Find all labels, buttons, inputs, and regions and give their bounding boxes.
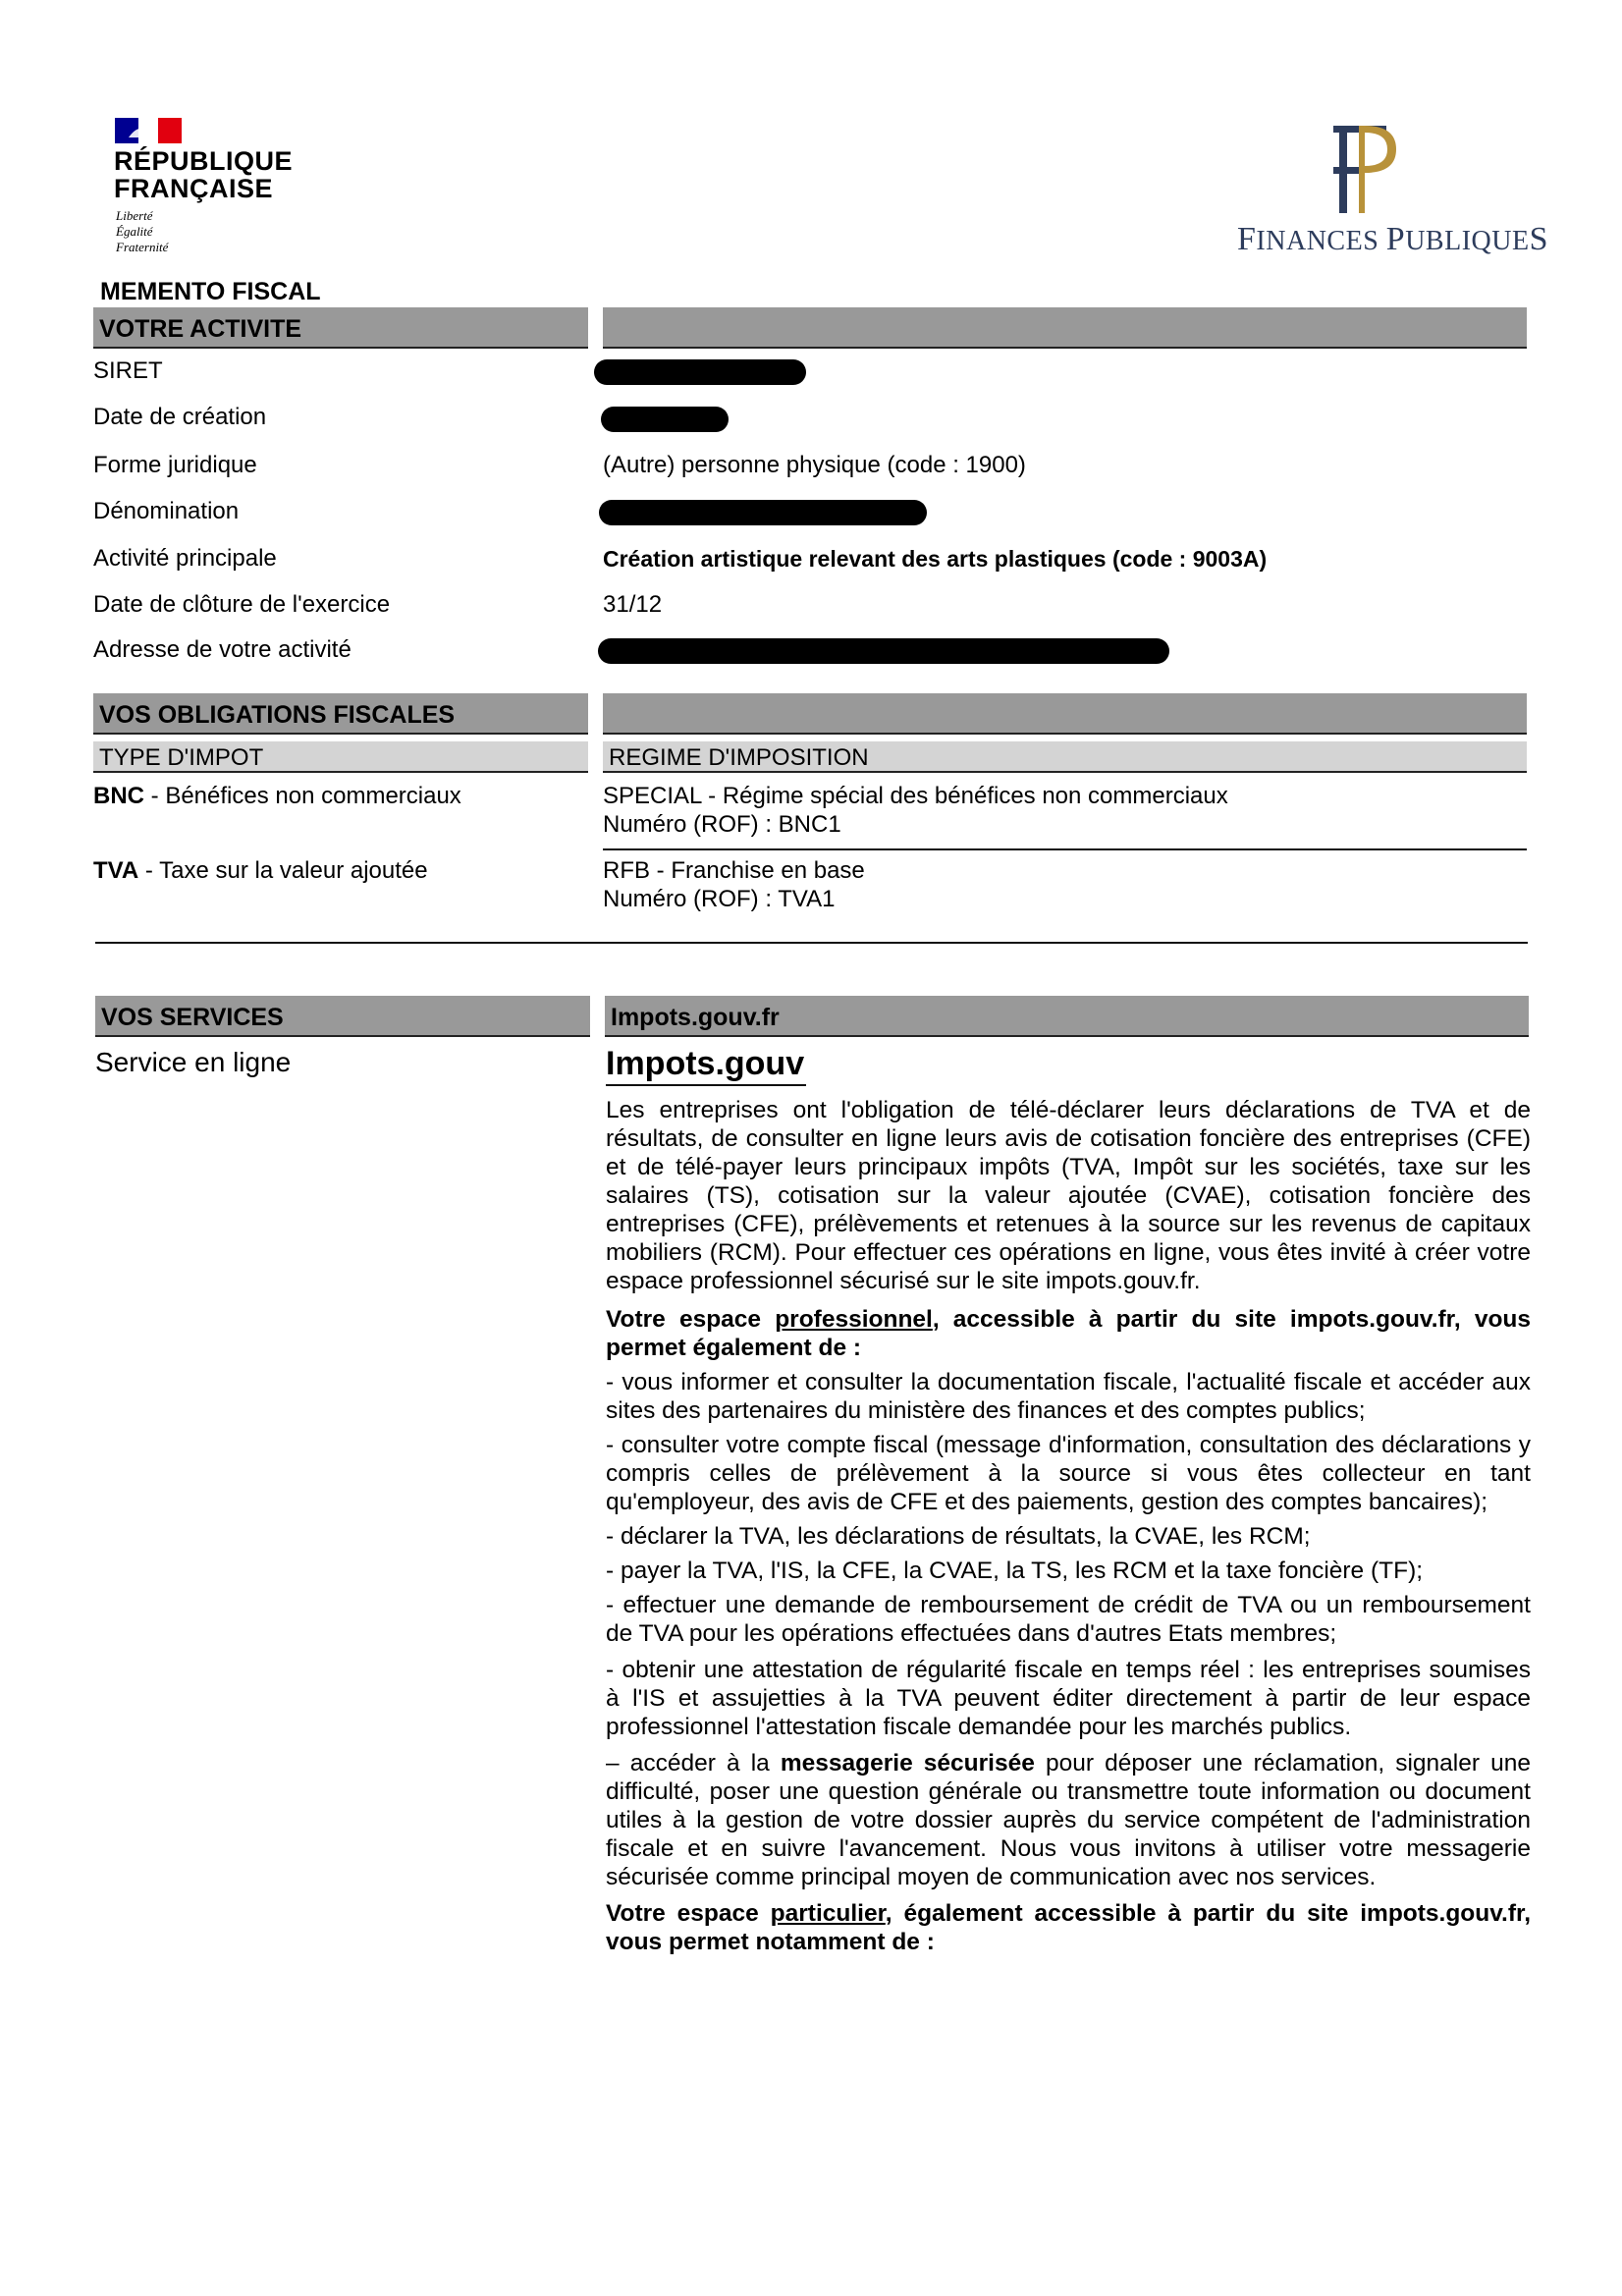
siret-redacted (594, 359, 806, 385)
obligations-header-bar (93, 693, 588, 735)
impots-gouv-title-underline (606, 1084, 806, 1086)
service-item: - consulter votre compte fiscal (message d'information, consultation des déclarations y compris celles de prélèvement à la source si vous êtes collecteur en tant qu'employeur, des avis de CFE et des paiements, gestion des comptes bancaires); (606, 1432, 1531, 1515)
obligation-row-bnc-regime: SPECIAL - Régime spécial des bénéfices non commerciaux Numéro (ROF) : BNC1 (603, 783, 1228, 838)
obligations-bottom-divider (95, 942, 1528, 944)
service-item: - vous informer et consulter la documentation fiscale, l'actualité fiscale et accéder aux sites des partenaires du ministère des finances et des comptes publics; (606, 1369, 1531, 1424)
services-text (606, 1096, 1531, 1966)
activite-principale-label: Activité principale (93, 545, 277, 572)
espace-professionnel-heading: Votre espace professionnel, accessible à partir du site impots.gouv.fr, vous permet également de : (606, 1306, 1531, 1361)
activite-header-bar (93, 307, 588, 349)
obligation-row-tva-regime: RFB - Franchise en base Numéro (ROF) : TVA1 (603, 857, 865, 912)
republique-francaise-flag-logo (115, 118, 182, 143)
devise: Liberté Égalité Fraternité (116, 208, 169, 254)
obligation-row-bnc-type: BNC - Bénéfices non commerciaux (93, 783, 461, 809)
service-item: - payer la TVA, l'IS, la CFE, la CVAE, la TS, les RCM et la taxe foncière (TF); (606, 1558, 1424, 1584)
impots-gouv-title: Impots.gouv (606, 1045, 805, 1082)
denomination-redacted (599, 500, 927, 525)
regime-column-header (603, 741, 1527, 773)
date-creation-label: Date de création (93, 404, 267, 430)
services-header-bar (95, 996, 590, 1037)
republique-francaise-logo-text: RÉPUBLIQUE FRANÇAISE (114, 146, 294, 203)
services-header: VOS SERVICES (101, 1004, 284, 1031)
finances-publiques-logo-icon (1325, 120, 1404, 218)
regime-column-label: REGIME D'IMPOSITION (609, 744, 869, 771)
activite-header: VOTRE ACTIVITE (99, 315, 302, 343)
adresse-label: Adresse de votre activité (93, 636, 351, 663)
impots-gouv-header-bar (605, 996, 1529, 1037)
messagerie-securisee-item: – accéder à la messagerie sécurisée pour déposer une réclamation, signaler une difficulté, poser une question générale ou transmettre toute information ou document utiles à la gestion de votre dossier auprès du service compétent de l'administration fiscale et en suivre l'avancement. Nous vous invitons à utiliser votre messagerie sécurisée comme principal moyen de communication avec nos services. (606, 1750, 1531, 1890)
service-item: - obtenir une attestation de régularité fiscale en temps réel : les entreprises soumises à l'IS et assujetties à la TVA peuvent éditer directement à partir de leur espace professionnel l'attestation fiscale demandée pour les marchés publics. (606, 1657, 1531, 1740)
adresse-redacted (598, 638, 1169, 664)
obligations-row-divider (603, 848, 1527, 850)
activite-principale-value: Création artistique relevant des arts plastiques (code : 9003A) (603, 546, 1268, 572)
forme-juridique-value: (Autre) personne physique (code : 1900) (603, 452, 1026, 478)
service-en-ligne-label: Service en ligne (95, 1047, 292, 1077)
type-impot-column-header (93, 741, 588, 773)
obligations-header-bar-right (603, 693, 1527, 735)
service-item: - déclarer la TVA, les déclarations de résultats, la CVAE, les RCM; (606, 1523, 1311, 1550)
activite-header-bar-right (603, 307, 1527, 349)
service-item: - effectuer une demande de remboursement de crédit de TVA ou un remboursement de TVA pour les opérations effectuées dans d'autres Etats membres; (606, 1592, 1531, 1647)
date-cloture-value: 31/12 (603, 591, 663, 618)
denomination-label: Dénomination (93, 498, 240, 524)
finances-publiques-logo-text: FINANCES PUBLIQUES (1237, 221, 1548, 257)
impots-gouv-header: Impots.gouv.fr (611, 1004, 780, 1031)
forme-juridique-label: Forme juridique (93, 452, 257, 478)
date-creation-redacted (601, 407, 729, 432)
document-title: MEMENTO FISCAL (100, 278, 321, 305)
services-intro: Les entreprises ont l'obligation de télé-déclarer leurs déclarations de TVA et de résultats, de consulter en ligne leurs avis de cotisation foncière des entreprises (CFE) et de télé-payer leurs principaux impôts (TVA, Impôt sur les sociétés, taxe sur les salaires (TS), cotisation sur la valeur ajoutée (CVAE), cotisation foncière des entreprises (CFE), prélèvements et retenues à la source sur les revenus de capitaux mobiliers (RCM). Pour effectuer ces opérations en ligne, vous êtes invité à créer votre espace professionnel sécurisé sur le site impots.gouv.fr. (606, 1097, 1531, 1294)
type-impot-column-label: TYPE D'IMPOT (99, 744, 264, 771)
espace-particulier-heading: Votre espace particulier, également accessible à partir du site impots.gouv.fr, vous permet notamment de : (606, 1900, 1531, 1955)
obligation-row-tva-type: TVA - Taxe sur la valeur ajoutée (93, 857, 428, 884)
date-cloture-label: Date de clôture de l'exercice (93, 591, 391, 618)
siret-label: SIRET (93, 357, 163, 384)
obligations-header: VOS OBLIGATIONS FISCALES (99, 701, 456, 729)
